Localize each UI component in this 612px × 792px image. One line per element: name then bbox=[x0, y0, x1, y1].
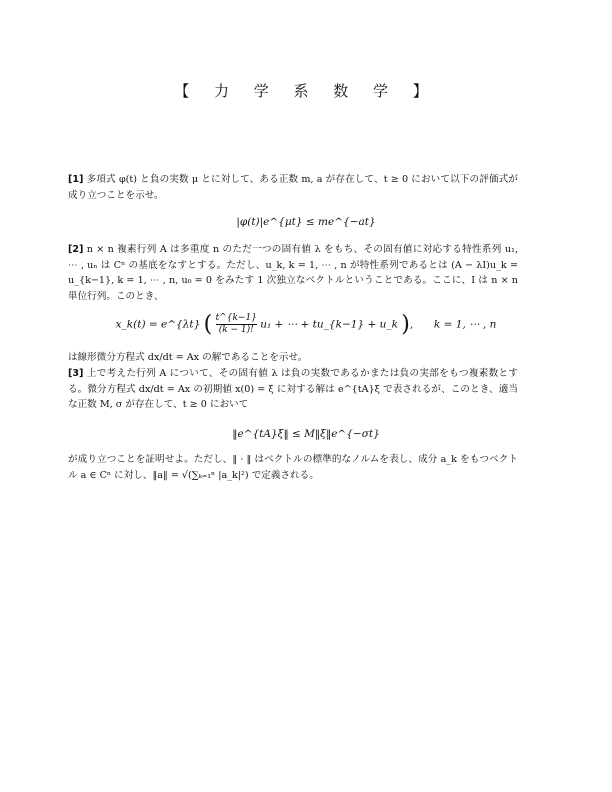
problem-3-conclusion: が成り立つことを証明せよ。ただし、‖ · ‖ はベクトルの標準的なノルムを表し、成分 a_k をもつベクトル a ∈ Cⁿ に対し、‖a‖ = √(∑ₖ₌₁ⁿ |a_k|²) で定義される。 bbox=[68, 454, 518, 481]
problem-2-text: n × n 複素行列 A は多重度 n のただ一つの固有値 λ をもち、その固有値に対応する特性系列 u₁, ⋯ , uₙ は Cⁿ の基底をなすとする。ただし、u_k, k = 1, ⋯ , n が特性系列であるとは (A − λI)u_k = u_{k−1}, k = 1, ⋯ , n, u₀ = 0 をみたす 1 次独立なベクトルということである。ここに、I は n × n 単位行列。このとき、 bbox=[68, 244, 518, 302]
fraction-numerator: t^{k−1} bbox=[215, 313, 257, 323]
left-paren: ( bbox=[203, 312, 213, 337]
page-title: 【 力 学 系 数 学 】 bbox=[174, 82, 438, 100]
problem-3-label: [3] bbox=[68, 368, 84, 379]
equation-fraction bbox=[216, 313, 257, 336]
problem-3 bbox=[68, 366, 518, 413]
problem-3-equation: ‖e^{tA}ξ‖ ≤ M‖ξ‖e^{−σt} bbox=[232, 428, 380, 440]
problem-1-label: [1] bbox=[68, 174, 84, 185]
problem-2-label: [2] bbox=[68, 244, 84, 255]
problem-1-text: 多項式 φ(t) と負の実数 μ とに対して、ある正数 m, a が存在して、t ≥ 0 において以下の評価式が成り立つことを示せ。 bbox=[68, 174, 518, 201]
equation-rest: u₁ + ⋯ + tu_{k−1} + u_k bbox=[260, 318, 398, 331]
fraction-denominator: (k − 1)! bbox=[216, 324, 257, 336]
problem-2-equation: x_k(t) = e^{λt} ( $\frac{t\^{}\{k-1\}}{(k - 1)!}$ u₁ + ⋯ + tu_{k−1} + u_k ), k = 1, ⋯ , n bbox=[115, 312, 497, 337]
problem-3-text: 上で考えた行列 A について、その固有値 λ は負の実数であるかまたは負の実部をもつ複素数とする。微分方程式 dx/dt = Ax の初期値 x(0) = ξ に対する解は e^{tA}ξ で表されるが、このとき、適当な正数 M, σ が存在して、t ≥ 0 において bbox=[68, 368, 518, 411]
problem-2 bbox=[68, 242, 518, 304]
problem-2-conclusion: は線形微分方程式 dx/dt = Ax の解であることを示せ。 bbox=[68, 352, 308, 363]
problem-1-equation: |φ(t)|e^{μt} ≤ me^{−at} bbox=[236, 216, 376, 228]
right-paren: ) bbox=[401, 312, 410, 337]
equation-lhs: x_k(t) = e^{λt} bbox=[115, 318, 201, 331]
equation-range: k = 1, ⋯ , n bbox=[433, 318, 497, 331]
problem-1 bbox=[68, 172, 518, 203]
